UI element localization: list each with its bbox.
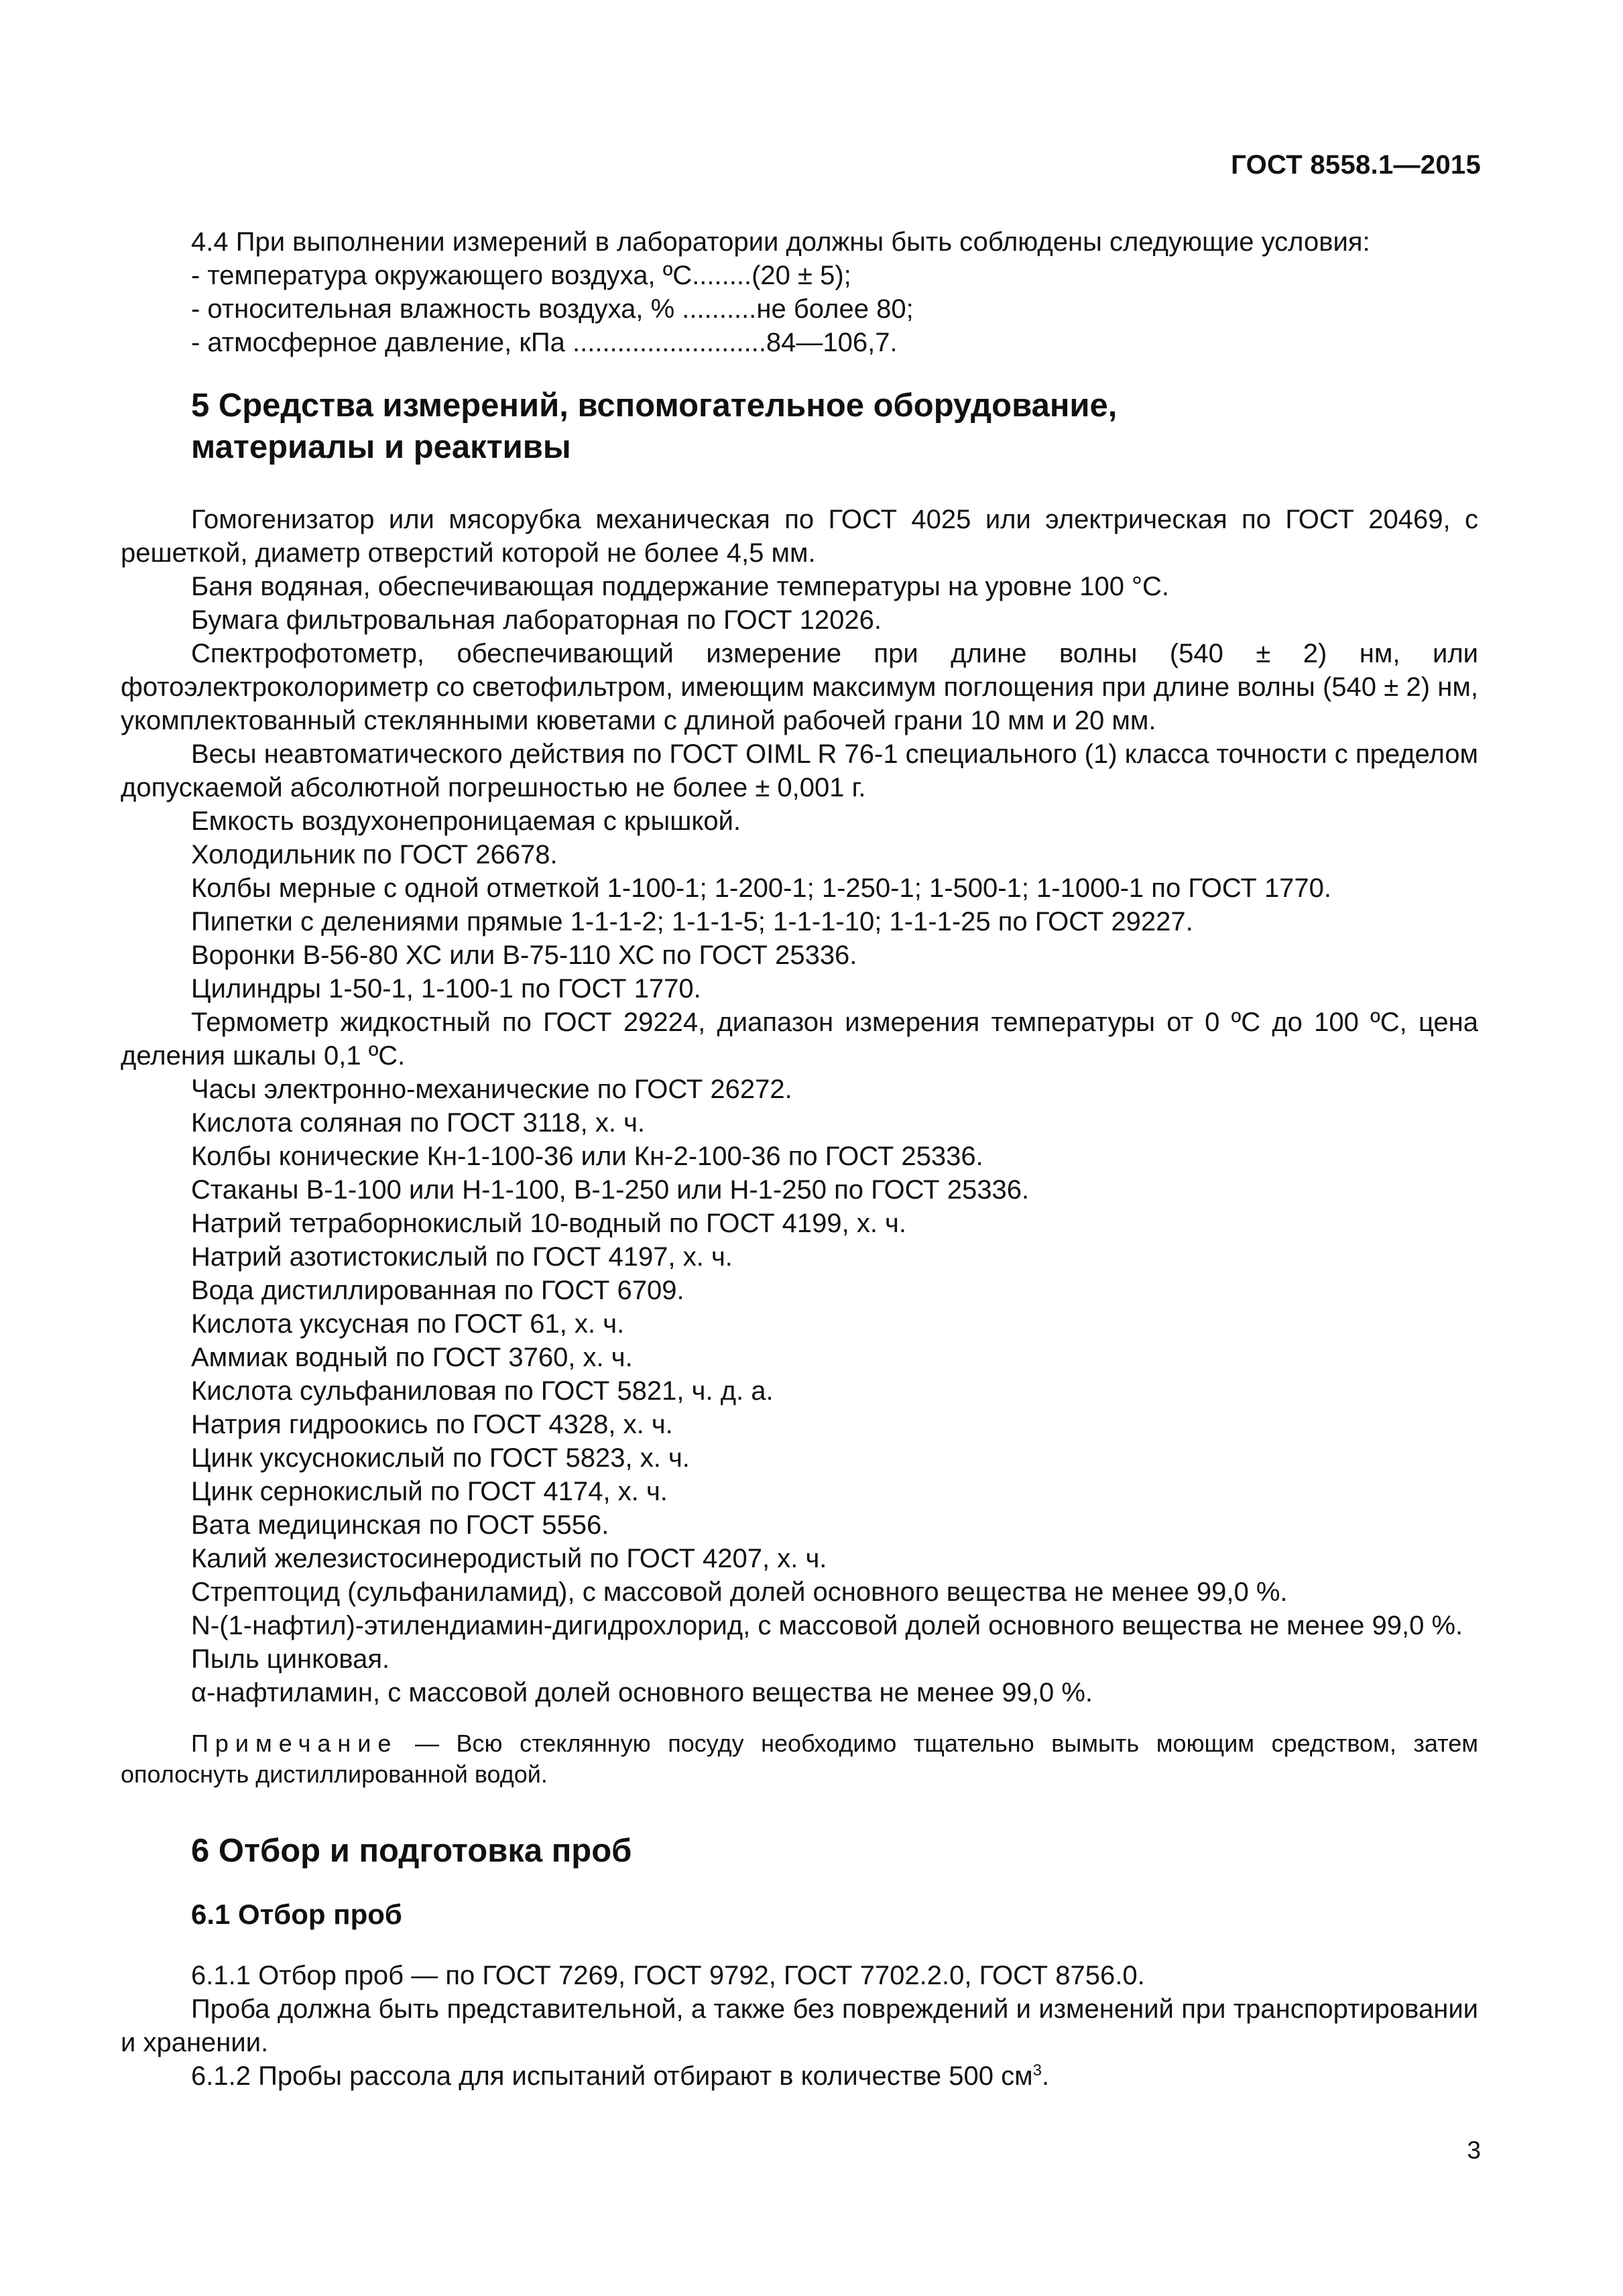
equipment-item: Вода дистиллированная по ГОСТ 6709. [191,1276,684,1305]
equipment-item: Натрий тетраборнокислый 10-водный по ГОСТ 4199, х. ч. [191,1209,907,1238]
section5-list [121,503,1478,1709]
equipment-item: Весы неавтоматического действия по ГОСТ OIML R 76-1 специального (1) класса точности с пределом допускаемой абсолютной погрешностью не более ± 0,001 г. [121,739,1478,802]
standard-header: ГОСТ 8558.1—2015 [1231,150,1481,180]
equipment-item: Натрий азотистокислый по ГОСТ 4197, х. ч. [191,1242,733,1272]
equipment-item: Цинк уксуснокислый по ГОСТ 5823, х. ч. [191,1443,690,1473]
equipment-item: Цилиндры 1-50-1, 1-100-1 по ГОСТ 1770. [191,974,701,1004]
equipment-item: N-(1-нафтил)-этилендиамин-дигидрохлорид, с массовой долей основного вещества не менее 99,0 %. [191,1611,1463,1640]
equipment-item: Термометр жидкостный по ГОСТ 29224, диапазон измерения температуры от 0 ºС до 100 ºС, цена деления шкалы 0,1 ºС. [121,1008,1478,1071]
sec44-item: - температура окружающего воздуха, ºС........(20 ± 5); [191,261,851,290]
equipment-item: Пыль цинковая. [191,1644,390,1674]
section5-title-line1: 5 Средства измерений, вспомогательное оборудование, [191,387,1118,424]
equipment-item: Стрептоцид (сульфаниламид), с массовой долей основного вещества не менее 99,0 %. [191,1577,1288,1607]
equipment-item: Вата медицинская по ГОСТ 5556. [191,1510,609,1540]
equipment-item: Стаканы В-1-100 или Н-1-100, В-1-250 или Н-1-250 по ГОСТ 25336. [191,1175,1030,1205]
equipment-item: Часы электронно-механические по ГОСТ 26272. [191,1075,792,1104]
equipment-item: Колбы конические Кн-1-100-36 или Кн-2-100-36 по ГОСТ 25336. [191,1142,983,1171]
equipment-item: Калий железистосинеродистый по ГОСТ 4207, х. ч. [191,1544,827,1573]
equipment-item: α-нафтиламин, с массовой долей основного вещества не менее 99,0 %. [191,1678,1093,1707]
equipment-item: Аммиак водный по ГОСТ 3760, х. ч. [191,1343,633,1372]
paragraph-6-1-2 [121,2059,1478,2093]
equipment-item: Цинк сернокислый по ГОСТ 4174, х. ч. [191,1477,668,1506]
page-content [121,225,1478,2093]
section5-title-line2: материалы и реактивы [191,429,571,465]
sec44-item: - атмосферное давление, кПа ..........................84—106,7. [191,328,898,357]
sec44-intro: 4.4 При выполнении измерений в лаборатории должны быть соблюдены следующие условия: [191,227,1370,257]
equipment-item: Кислота уксусная по ГОСТ 61, х. ч. [191,1309,625,1339]
paragraph-6-1-2-end: . [1041,2061,1050,2091]
note-label: Примечание [191,1730,398,1757]
equipment-item: Натрия гидроокись по ГОСТ 4328, х. ч. [191,1410,673,1439]
equipment-item: Кислота сульфаниловая по ГОСТ 5821, ч. д. а. [191,1376,774,1406]
equipment-item: Холодильник по ГОСТ 26678. [191,840,558,869]
section6-title: 6 Отбор и подготовка проб [191,1833,632,1869]
equipment-item: Колбы мерные с одной отметкой 1-100-1; 1-200-1; 1-250-1; 1-500-1; 1-1000-1 по ГОСТ 1770. [191,873,1332,903]
equipment-item: Воронки В-56-80 ХС или В-75-110 ХС по ГОСТ 25336. [191,941,857,970]
superscript: 3 [1032,2061,1042,2079]
equipment-item: Гомогенизатор или мясорубка механическая по ГОСТ 4025 или электрическая по ГОСТ 20469, с решеткой, диаметр отверстий которой не более 4,5 мм. [121,505,1478,568]
paragraph-6-1-1: 6.1.1 Отбор проб — по ГОСТ 7269, ГОСТ 9792, ГОСТ 7702.2.0, ГОСТ 8756.0. [191,1961,1145,1990]
equipment-item: Пипетки с делениями прямые 1-1-1-2; 1-1-1-5; 1-1-1-10; 1-1-1-25 по ГОСТ 29227. [191,907,1193,936]
paragraph-6-1-2-text: 6.1.2 Пробы рассола для испытаний отбирают в количестве 500 см [191,2061,1033,2091]
equipment-item: Кислота соляная по ГОСТ 3118, х. ч. [191,1108,646,1138]
equipment-item: Спектрофотометр, обеспечивающий измерение при длине волны (540 ± 2) нм, или фотоэлектроколориметр со светофильтром, имеющим максимум поглощения при длине волны (540 ± 2) нм, укомплектованный стеклянными кюветами с длиной рабочей грани 10 мм и 20 мм. [121,639,1478,735]
sec44-item: - относительная влажность воздуха, % ..........не более 80; [191,294,914,324]
subsection-6-1-title: 6.1 Отбор проб [191,1898,402,1930]
section5-title [121,385,1478,468]
equipment-item: Емкость воздухонепроницаемая с крышкой. [191,806,741,836]
note-text: — Всю стеклянную посуду необходимо тщательно вымыть моющим средством, затем ополоснуть дистиллированной водой. [121,1730,1478,1788]
equipment-item: Бумага фильтровальная лабораторная по ГОСТ 12026. [191,605,882,635]
paragraph-6-1-1-cont: Проба должна быть представительной, а также без повреждений и изменений при транспортировании и хранении. [121,1994,1478,2057]
equipment-item: Баня водяная, обеспечивающая поддержание температуры на уровне 100 °С. [191,572,1170,601]
note [121,1728,1478,1790]
page-number: 3 [1467,2136,1481,2164]
